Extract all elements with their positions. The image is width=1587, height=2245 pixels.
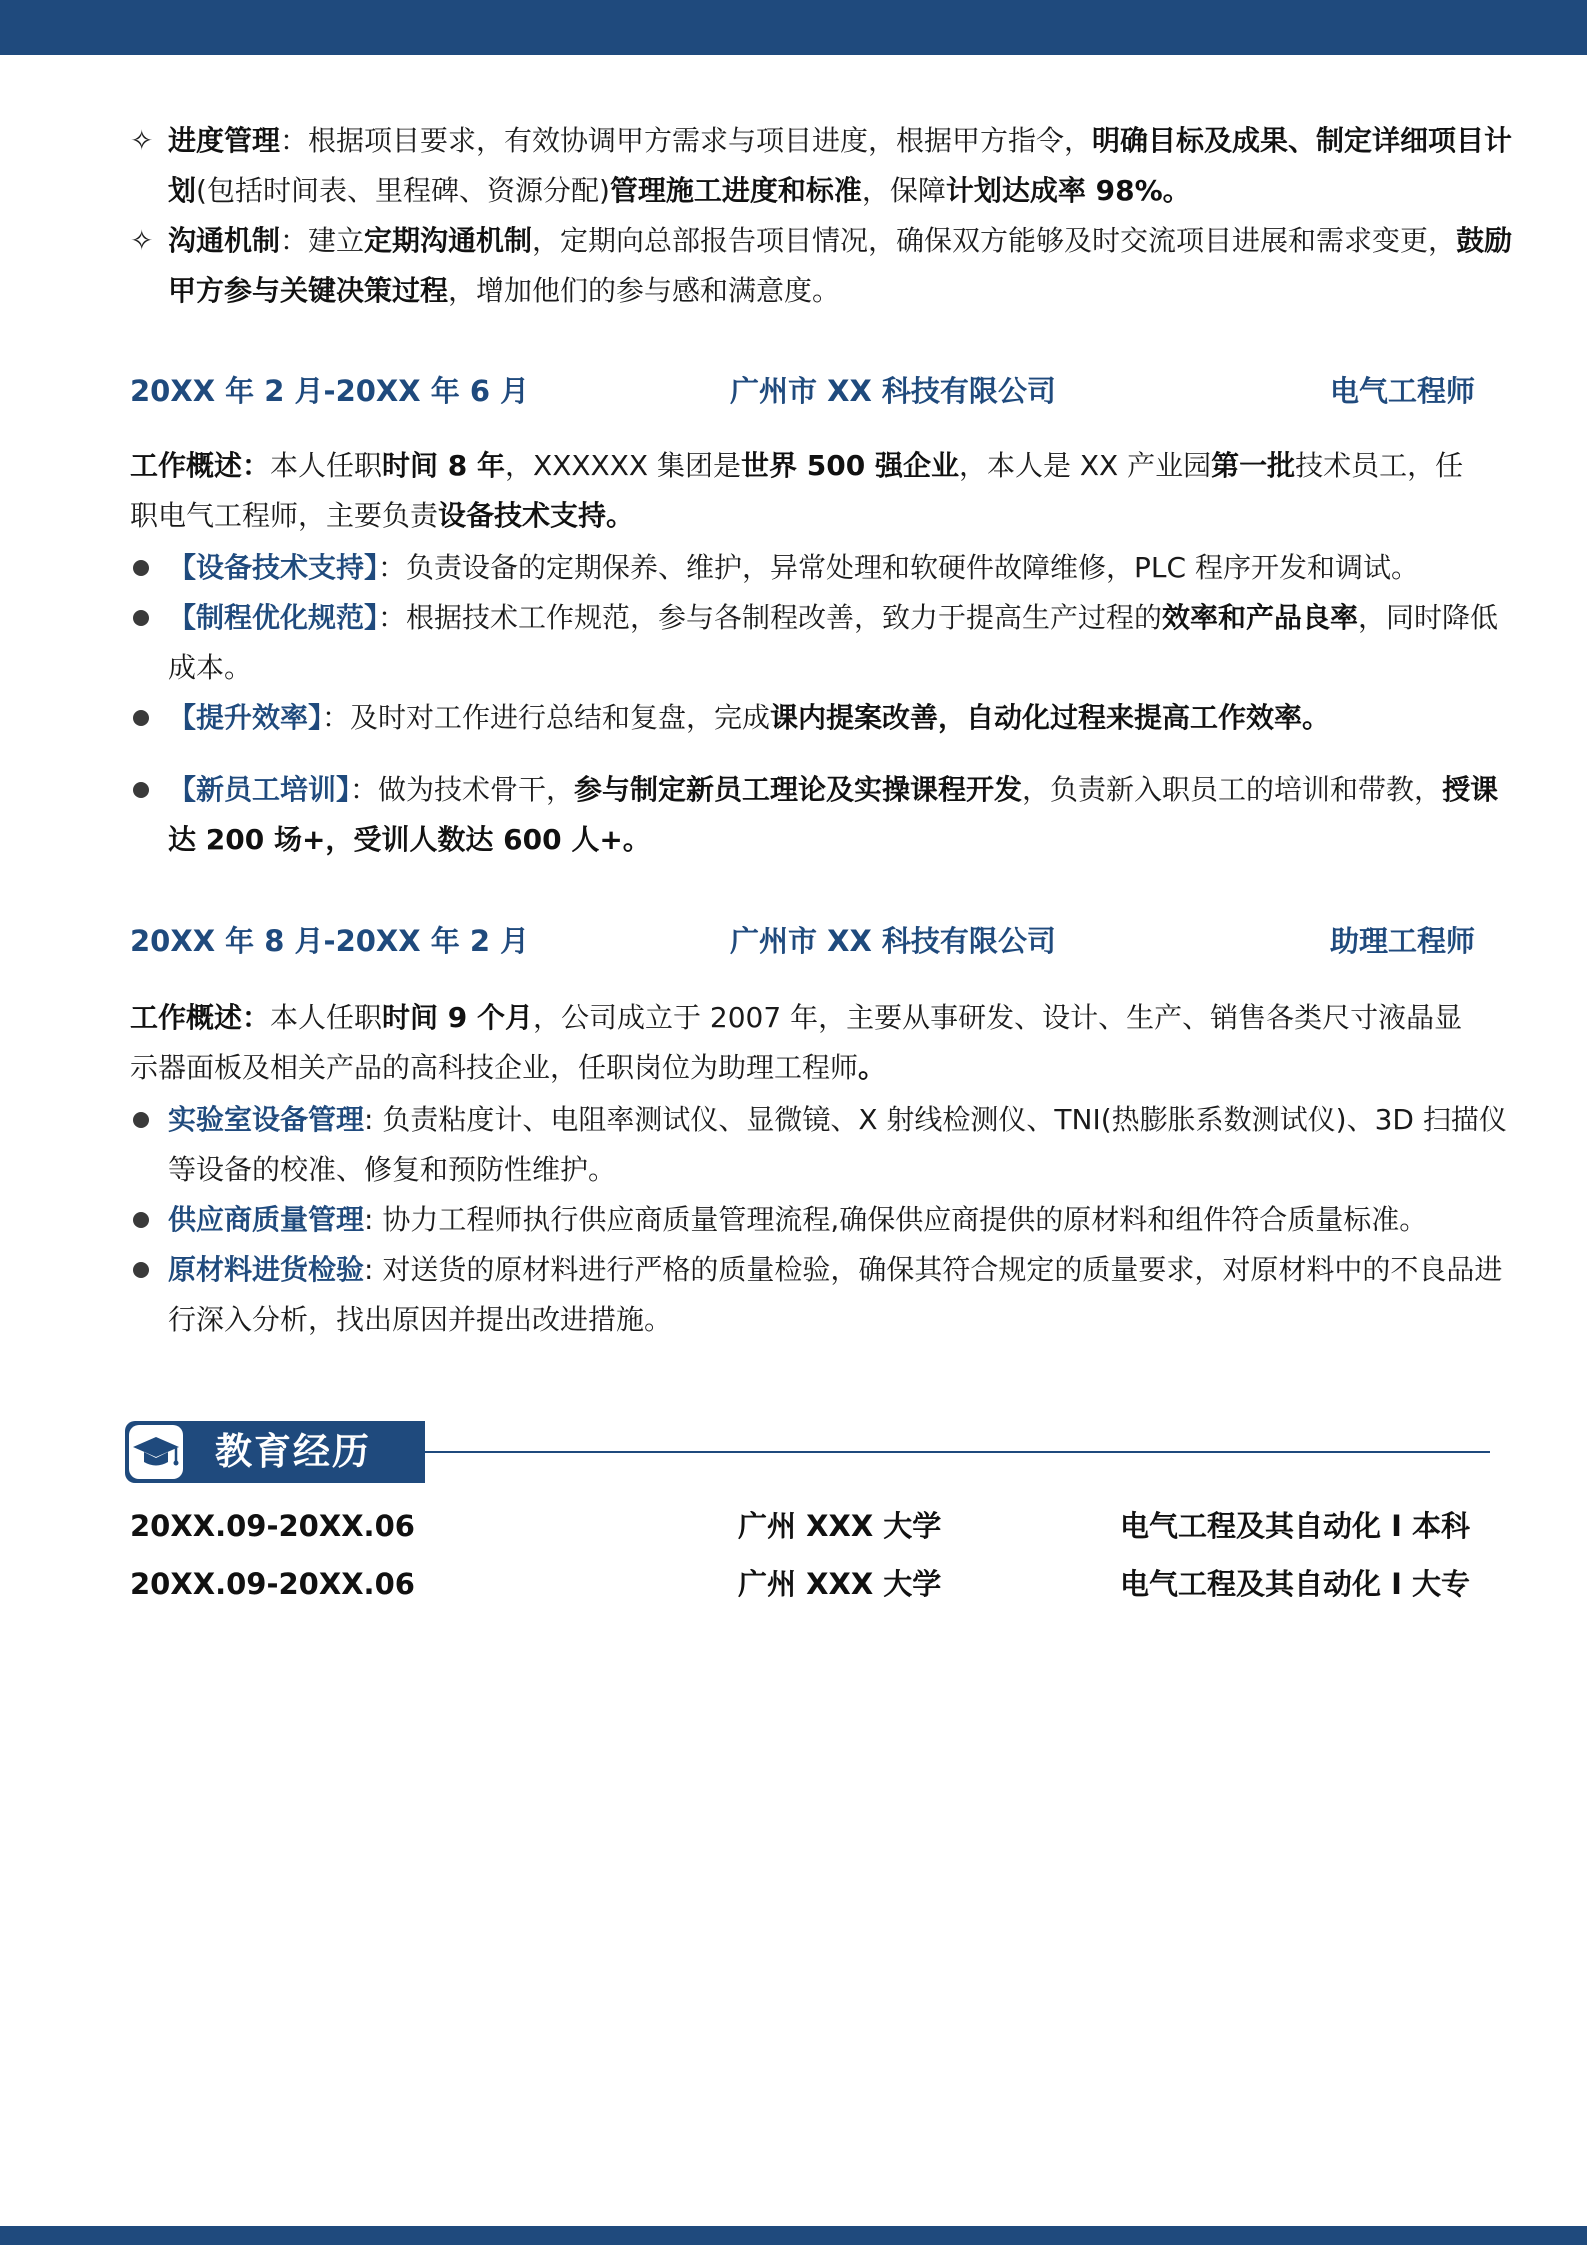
body-text: ，公司成立于 2007 年，主要从事研发、设计、生产、销售各类尺寸液晶显示器面板及相关产品的高科技企业，任职岗位为助理工程师 — [130, 1001, 1463, 1084]
emphasis-text: 。 — [858, 1051, 887, 1084]
education-row — [130, 1559, 1475, 1609]
section-divider — [425, 1451, 1490, 1453]
project-bullet — [130, 116, 1520, 216]
emphasis-text: 时间 8 年 — [382, 449, 506, 482]
body-text: ：建立 — [280, 224, 365, 257]
job-header — [130, 916, 1475, 966]
bullet-dot-icon — [133, 710, 149, 726]
emphasis-text: 定期沟通机制 — [364, 224, 533, 257]
body-text: ，同时降低成本。 — [168, 601, 1499, 684]
diamond-star-icon: ✧ — [130, 124, 154, 157]
bullet-label: 【设备技术支持】 — [168, 551, 379, 584]
body-text: (包括时间表、里程碑、资源分配) — [196, 174, 610, 207]
education-period: 20XX.09-20XX.06 — [130, 1567, 415, 1601]
job-position: 助理工程师 — [1329, 924, 1475, 958]
bottom-accent-bar — [0, 2226, 1587, 2245]
body-text: ，保障 — [861, 174, 946, 207]
body-text: : 协力工程师执行供应商质量管理流程,确保供应商提供的原材料和组件符合质量标准。 — [364, 1203, 1428, 1236]
bullet-dot-icon — [133, 1112, 149, 1128]
top-accent-bar — [0, 0, 1587, 55]
body-text: ：及时对工作进行总结和复盘，完成 — [322, 701, 771, 734]
education-row — [130, 1501, 1475, 1551]
bullet-dot-icon — [133, 560, 149, 576]
graduation-cap-icon — [129, 1425, 183, 1479]
education-major: 电气工程及其自动化 I 本科 — [1120, 1509, 1470, 1543]
emphasis-text: 工作概述： — [130, 449, 271, 482]
section-header-education — [125, 1421, 425, 1483]
job-bullet — [130, 1195, 1520, 1245]
job-bullet — [130, 765, 1520, 865]
job-bullet — [130, 543, 1520, 593]
job-bullet — [130, 593, 1520, 693]
body-text: ：做为技术骨干， — [350, 773, 575, 806]
body-text: : 对送货的原材料进行严格的质量检验，确保其符合规定的质量要求，对原材料中的不良品进行深入分析，找出原因并提出改进措施。 — [168, 1253, 1503, 1336]
diamond-star-icon: ✧ — [130, 224, 154, 257]
bullet-label: 【新员工培训】 — [168, 773, 351, 806]
body-text: ：根据技术工作规范，参与各制程改善，致力于提高生产过程的 — [378, 601, 1163, 634]
emphasis-text: 世界 500 强企业 — [741, 449, 959, 482]
body-text: : 负责粘度计、电阻率测试仪、显微镜、X 射线检测仪、TNI(热膨胀系数测试仪)、3D 扫描仪等设备的校准、修复和预防性维护。 — [168, 1103, 1507, 1186]
body-text: 技术员工，任职电气工程师，主要负责 — [130, 449, 1464, 532]
job-bullet — [130, 1095, 1520, 1195]
body-text: ，XXXXXX 集团是 — [505, 449, 742, 482]
emphasis-text: 效率和产品良率 — [1162, 601, 1359, 634]
emphasis-text: 明确目标及成果、制定详细项目计划 — [168, 124, 1513, 207]
body-text: ，本人是 XX 产业园 — [958, 449, 1212, 482]
emphasis-text: 计划达成率 98%。 — [945, 174, 1191, 207]
bullet-dot-icon — [133, 782, 149, 798]
bullet-label: 供应商质量管理 — [168, 1203, 365, 1236]
job-position: 电气工程师 — [1329, 374, 1475, 408]
bullet-dot-icon — [133, 610, 149, 626]
education-period: 20XX.09-20XX.06 — [130, 1509, 415, 1543]
body-text: ，增加他们的参与感和满意度。 — [448, 274, 841, 307]
bullet-label: 原材料进货检验 — [168, 1253, 365, 1286]
emphasis-text: 管理施工进度和标准 — [609, 174, 862, 207]
emphasis-text: 参与制定新员工理论及实操课程开发 — [574, 773, 1023, 806]
education-major: 电气工程及其自动化 I 大专 — [1120, 1567, 1470, 1601]
job-company: 广州市 XX 科技有限公司 — [730, 374, 1056, 408]
project-bullet — [130, 216, 1520, 316]
job-summary — [130, 441, 1482, 541]
body-text: 本人任职 — [270, 449, 383, 482]
emphasis-text: 工作概述： — [130, 1001, 271, 1034]
job-period: 20XX 年 8 月-20XX 年 2 月 — [130, 924, 530, 958]
education-school: 广州 XXX 大学 — [738, 1509, 942, 1543]
job-summary — [130, 993, 1482, 1093]
body-text: ，负责新入职员工的培训和带教， — [1022, 773, 1443, 806]
job-header — [130, 366, 1475, 416]
emphasis-text: 时间 9 个月 — [382, 1001, 534, 1034]
job-period: 20XX 年 2 月-20XX 年 6 月 — [130, 374, 530, 408]
bullet-label: 【提升效率】 — [168, 701, 323, 734]
emphasis-text: 第一批 — [1211, 449, 1296, 482]
education-school: 广州 XXX 大学 — [738, 1567, 942, 1601]
bullet-label: 实验室设备管理 — [168, 1103, 365, 1136]
emphasis-text: 授课达 200 场+，受训人数达 600 人+。 — [168, 773, 1499, 856]
bullet-label: 【制程优化规范】 — [168, 601, 379, 634]
job-bullet — [130, 1245, 1520, 1345]
body-text: ：负责设备的定期保养、维护，异常处理和软硬件故障维修，PLC 程序开发和调试。 — [378, 551, 1419, 584]
body-text: ：根据项目要求，有效协调甲方需求与项目进度，根据甲方指令， — [280, 124, 1093, 157]
bullet-dot-icon — [133, 1212, 149, 1228]
section-title: 教育经历 — [215, 1430, 371, 1473]
emphasis-text: 设备技术支持。 — [438, 499, 635, 532]
bullet-dot-icon — [133, 1262, 149, 1278]
body-text: 本人任职 — [270, 1001, 383, 1034]
body-text: ，定期向总部报告项目情况，确保双方能够及时交流项目进展和需求变更， — [532, 224, 1457, 257]
emphasis-text: 课内提案改善，自动化过程来提高工作效率。 — [770, 701, 1331, 734]
job-bullet — [130, 693, 1520, 743]
emphasis-text: 进度管理 — [168, 124, 281, 157]
job-company: 广州市 XX 科技有限公司 — [730, 924, 1056, 958]
emphasis-text: 鼓励甲方参与关键决策过程 — [168, 224, 1513, 307]
emphasis-text: 沟通机制 — [168, 224, 281, 257]
